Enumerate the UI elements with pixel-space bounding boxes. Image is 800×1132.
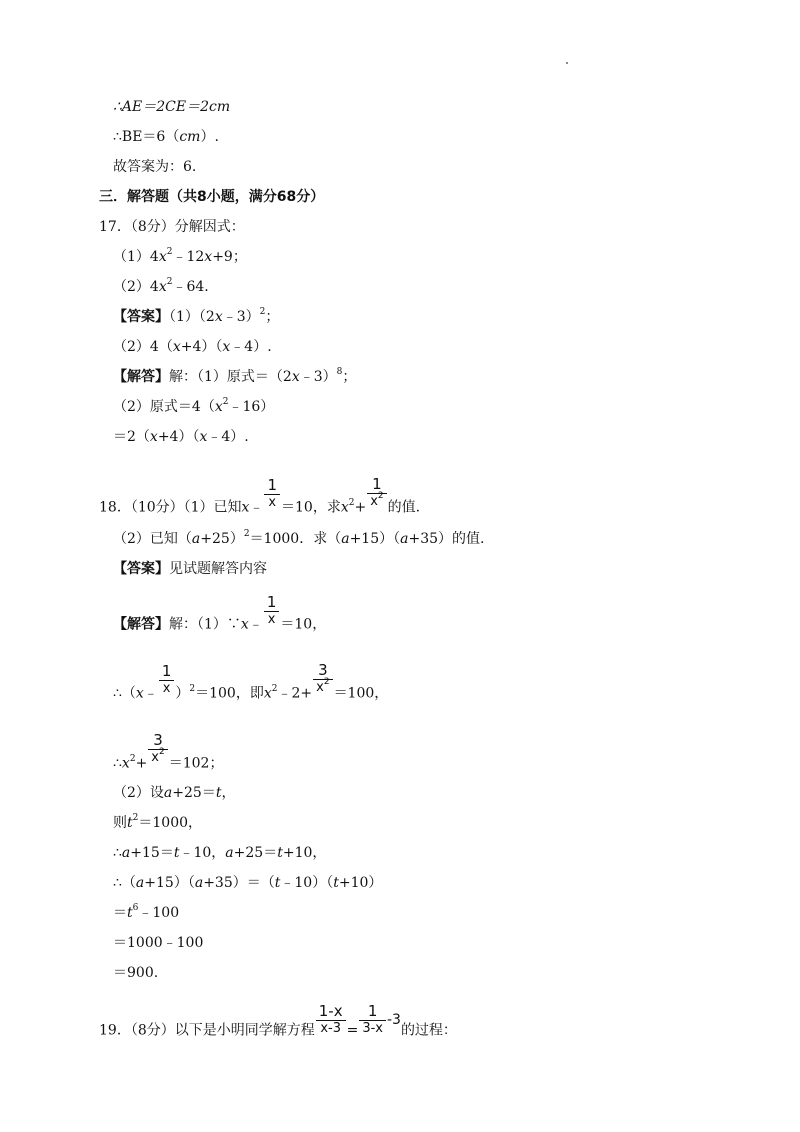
fraction-1-over-3-minus-x: $\frac{1}{3-x}$ <box>359 1003 386 1036</box>
q18-solution-3: $\therefore x^2+$ $\frac{3}{x^2}$ ＝102； <box>113 731 224 772</box>
q18-solution-8: $=t^6﹣100$ <box>113 903 180 921</box>
section-heading: 三．解答题（共8小题，满分68分） <box>99 189 325 205</box>
q17-solution-2: （2）原式$=4(x^2﹣16)$ <box>113 397 275 415</box>
q18-solution-4: （2）设a+25＝t， <box>113 785 236 801</box>
q17-answer-1: 【答案】（1）（2x﹣3）$^2$； <box>113 307 280 325</box>
page-dot <box>566 62 568 64</box>
fraction-3-over-x2: $\frac{3}{x^2}$ <box>313 662 332 697</box>
fraction-1-over-x: $\frac{1}{x}$ <box>159 663 175 696</box>
q18-solution-1: 【解答】解：（1）∵x﹣ $\frac{1}{x}$ ＝10， <box>113 593 327 633</box>
fraction-1-minus-x-over-x-minus-3: $\frac{1-x}{x-3}$ <box>316 1003 346 1036</box>
q18-answer: 【答案】见试题解答内容 <box>113 561 267 577</box>
fraction-1-over-x: $\frac{1}{x}$ <box>264 477 280 510</box>
q17-answer-2: （2）4（x+4）（x﹣4）. <box>113 339 272 355</box>
q17-part1: $(1)4x^2﹣12x+9$； <box>113 247 247 265</box>
q19-title: 19．（8分）以下是小明同学解方程 $\frac{1-x}{x-3}$ = $\frac{1}{3-x}$ -3的过程： <box>99 1002 457 1039</box>
q18-solution-6: ∴a+15＝t﹣10，a+25＝t+10， <box>113 845 327 861</box>
answer-tag: 【答案】 <box>113 561 169 577</box>
answer-tag: 【答案】 <box>113 309 169 325</box>
line-be: ∴BE＝6（cm）. <box>113 129 219 145</box>
q17-part2: $(2)4x^2﹣64$. <box>113 277 209 295</box>
q17-solution-1: 【解答】解：（1）原式＝（2x﹣3）$^8$； <box>113 367 357 385</box>
solution-tag: 【解答】 <box>113 616 169 633</box>
q18-solution-7: ∴（a+15）（a+35）＝（t﹣10）（t+10） <box>113 875 383 891</box>
fraction-1-over-x2: $\frac{1}{x^2}$ <box>367 476 386 511</box>
q18-solution-2: ∴（x﹣ $\frac{1}{x}$ ）$^2$＝100，即$x^2﹣2+$ $\frac{3}{x^2}$ ＝100， <box>113 661 389 702</box>
q18-solution-10: ＝900. <box>113 965 159 981</box>
fraction-1-over-x: $\frac{1}{x}$ <box>264 594 280 627</box>
line-answer-6: 故答案为：6. <box>113 159 197 175</box>
q18-part2: （2）已知$(a+25)^2=1000$．求（a+15）（a+35）的值. <box>113 529 485 547</box>
fraction-3-over-x2: $\frac{3}{x^2}$ <box>148 732 167 767</box>
q17-solution-3: ＝2（x+4）（x﹣4）. <box>113 429 249 445</box>
line-ae: ∴AE＝2CE＝2cm <box>113 99 231 115</box>
q18-solution-9: ＝1000﹣100 <box>113 935 204 951</box>
q18-solution-5: 则$t^2=1000$， <box>113 813 203 831</box>
q18-part1: 18．（10分）（1）已知x﹣ $\frac{1}{x}$ ＝10，求$x^2+$ $\frac{1}{x^2}$ 的值. <box>99 475 421 516</box>
q17-title: 17．（8分）分解因式： <box>99 219 245 235</box>
solution-tag: 【解答】 <box>113 369 169 385</box>
